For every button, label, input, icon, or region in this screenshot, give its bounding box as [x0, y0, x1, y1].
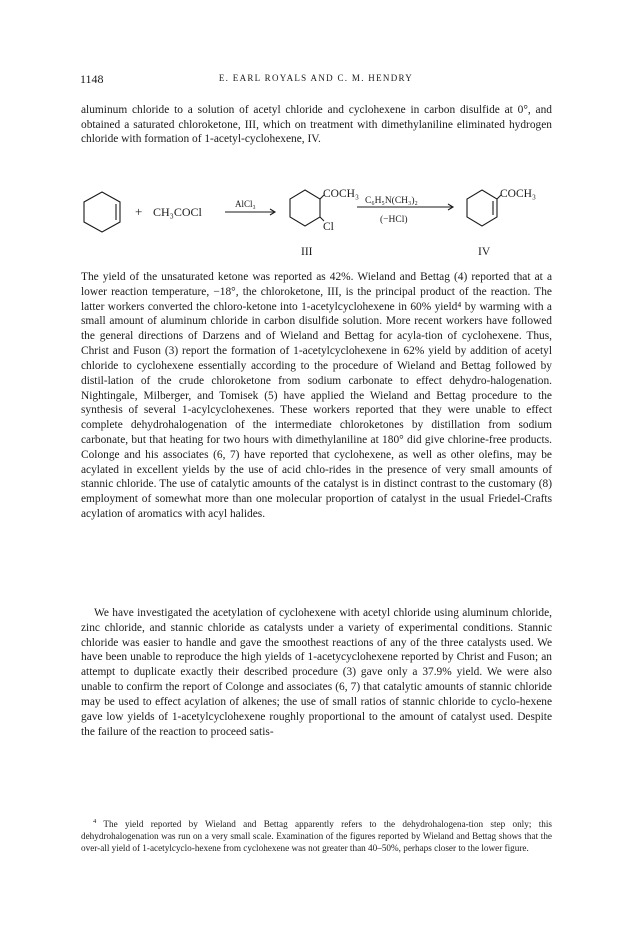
- dimethylaniline-reagent: C₆H₅N(CH₃)₂: [365, 196, 418, 206]
- acetyl-chloride-formula: CH₃COCl: [153, 205, 202, 219]
- hcl-elimination-label: (−HCl): [380, 215, 408, 225]
- compound-label-iv: IV: [478, 246, 491, 258]
- running-title: E. EARL ROYALS AND C. M. HENDRY: [218, 73, 414, 83]
- cyclohexene-ring: [84, 192, 120, 232]
- compound-label-iii: III: [301, 246, 313, 258]
- footnote-marker: 4: [93, 818, 97, 825]
- paragraph-intro: aluminum chloride to a solution of acetyl chloride and cyclohexene in carbon disulfide at 0°, and obtained a saturated chloroketone, III, which on treatment with dimethylaniline eliminated hydrogen chloride with formation of 1-acetyl-cyclohexene, IV.: [81, 104, 552, 146]
- paragraph-investigation: We have investigated the acetylation of cyclohexene with acetyl chloride using aluminum chloride, zinc chloride, and stannic chloride as catalysts under a variety of experimental conditions. Stannic chloride was easier to handle and gave the smoothest reactions of any of the three catalysts used. We have been unable to reproduce the high yields of 1-acetycyclohexene reported by Christ and Fuson; an attempt to duplicate exactly their described procedure (3) gave only a 37.9% yield. We were also unable to confirm the report of Colonge and associates (6, 7) that catalytic amounts of stannic chloride may be used to effect acylation of alkenes; the use of small ratios of stannic chloride to cyclo-hexene gave low yields of 1-acetylcyclohexene roughly proportional to the amount of catalyst used. Despite the failure of the reaction to proceed satis-: [81, 607, 552, 738]
- acetylcyclohexene-acyl-group: COCH₃: [500, 188, 536, 200]
- paragraph-literature: The yield of the unsaturated ketone was reported as 42%. Wieland and Bettag (4) reported that at a lower reaction temperature, −18°, the chloroketone, III, is the principal product of the reaction. The latter workers converted the chloro-ketone into 1-acetylcyclohexene in 60% yield⁴ by warming with a small amount of aluminum chloride in carbon disulfide solution. More recent workers have followed the general directions of Darzens and of Wieland and Bettag for acyla-tion of cyclohexene. Thus, Christ and Fuson (3) report the formation of 1-acetylcyclohexene in 62% yield by addition of acetyl chloride to cyclohexene essentially according to the procedure of Wieland and Bettag followed by distil-lation of the crude chloroketone from sodium carbonate to effect dehydro-halogenation. Nightingale, Milberger, and Tomisek (5) have applied the Wieland and Bettag procedure to the synthesis of several 1-acylcyclohexenes. These workers reported that they were unable to effect complete dehydrohalogenation of the intermediate chloroketones by distillation from sodium carbonate, but that heating for two hours with dimethylaniline at 180° did give chlorine-free products. Colonge and his associates (6, 7) have reported that cyclohexene, as well as other olefins, may be acylated in excellent yields by the use of acid chlo-rides in the presence of very small amounts of stannic chloride. The use of catalytic amounts of the catalyst is in distinct contrast to the customary (8) employment of somewhat more than one molecular proportion of catalyst in the usual Friedel-Crafts acylation of aromatics with acyl halides.: [81, 271, 552, 520]
- plus-sign: +: [135, 204, 143, 219]
- chloroketone-ring: [290, 190, 320, 226]
- chloroketone-chlorine: Cl: [323, 221, 334, 233]
- aluminum-chloride-catalyst: AlCl₃: [235, 199, 256, 209]
- footnote-text: The yield reported by Wieland and Bettag apparently refers to the dehydrohalogena-tion step only; this dehydrohalogenation was run on a very small scale. Examination of the figures reported by Wieland and Bettag shows that the over-all yield of 1-acetylcyclo-hexene from cyclohexene was not greater than 40–50%, perhaps closer to the lower figure.: [81, 819, 552, 854]
- footnote: [81, 816, 552, 855]
- chloroketone-acyl-group: COCH₃: [323, 188, 359, 200]
- page-number: 1148: [80, 72, 104, 86]
